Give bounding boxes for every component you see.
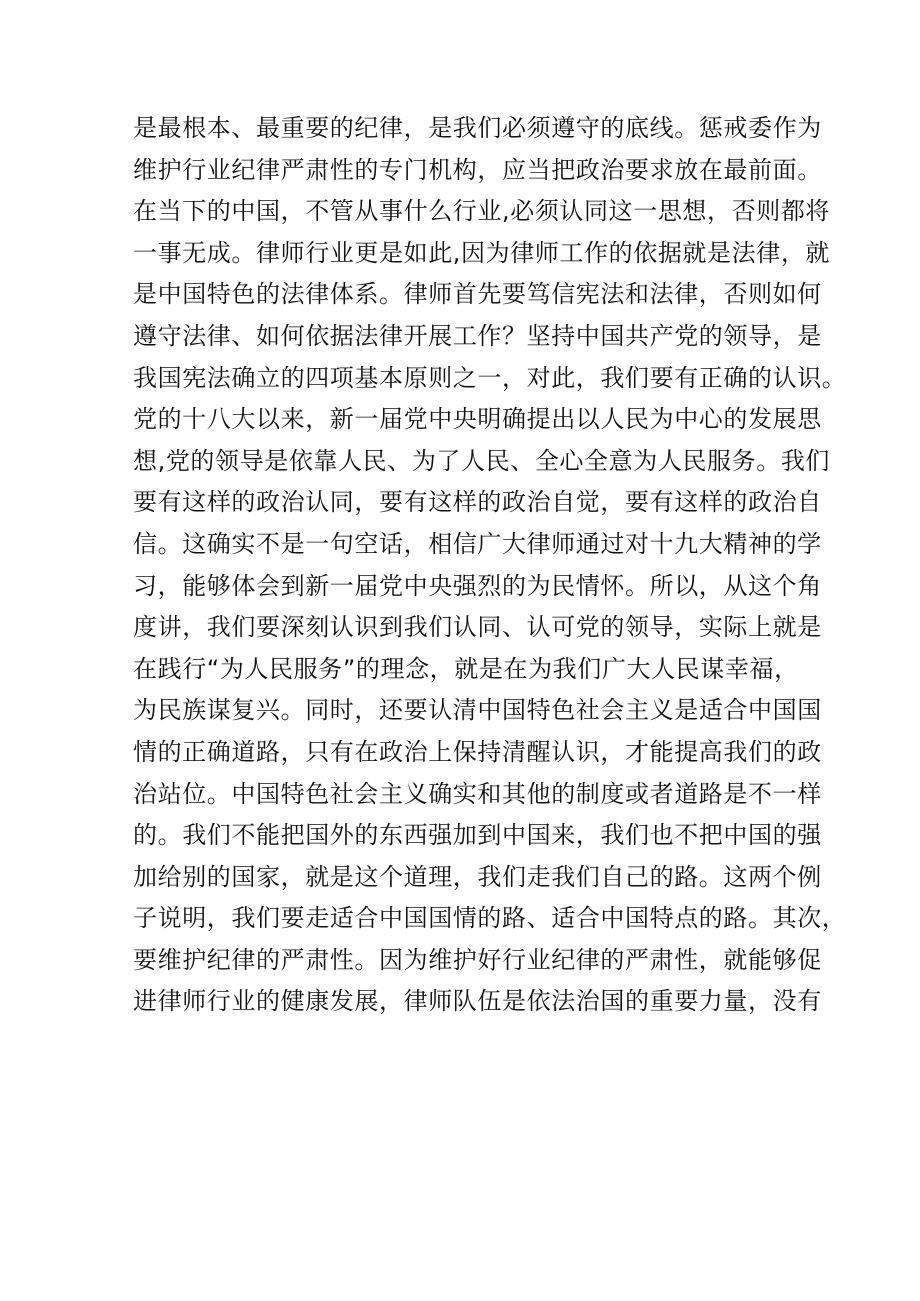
text-line: 进律师行业的健康发展，律师队伍是依法治国的重要力量，没有 [133, 987, 822, 1016]
text-line: 度讲，我们要深刻认识到我们认同、认可党的领导，实际上就是 [133, 613, 822, 642]
text-line: 是最根本、最重要的纪律，是我们必须遵守的底线。惩戒委作为 [133, 114, 822, 142]
text-line: 要维护纪律的严肃性。因为维护好行业纪律的严肃性，就能够促 [133, 945, 822, 974]
text-line: 遵守法律、如何依据法律开展工作？坚持中国共产党的领导，是 [133, 321, 822, 350]
text-line: 维护行业纪律严肃性的专门机构，应当把政治要求放在最前面。 [133, 155, 822, 184]
text-line: 要有这样的政治认同，要有这样的政治自觉，要有这样的政治自 [133, 488, 822, 517]
text-line: 我国宪法确立的四项基本原则之一，对此，我们要有正确的认识。 [133, 363, 847, 392]
text-line: 的。我们不能把国外的东西强加到中国来，我们也不把中国的强 [133, 821, 822, 850]
text-line: 情的正确道路，只有在政治上保持清醒认识，才能提高我们的政 [133, 737, 822, 766]
text-line: 治站位。中国特色社会主义确实和其他的制度或者道路是不一样 [133, 779, 822, 808]
text-line: 加给别的国家，就是这个道理，我们走我们自己的路。这两个例 [133, 862, 822, 891]
text-line: 在当下的中国，不管从事什么行业,必须认同这一思想，否则都将 [133, 197, 831, 226]
text-line: 为民族谋复兴。同时，还要认清中国特色社会主义是适合中国国 [133, 696, 822, 725]
text-line: 是中国特色的法律体系。律师首先要笃信宪法和法律，否则如何 [133, 280, 822, 309]
text-line: 子说明，我们要走适合中国国情的路、适合中国特点的路。其次， [133, 904, 847, 933]
text-line: 想,党的领导是依靠人民、为了人民、全心全意为人民服务。我们 [133, 446, 831, 475]
text-line: 信。这确实不是一句空话，相信广大律师通过对十九大精神的学 [133, 529, 822, 558]
text-line: 习，能够体会到新一届党中央强烈的为民情怀。所以，从这个角 [133, 571, 822, 600]
text-line: 党的十八大以来，新一届党中央明确提出以人民为中心的发展思 [133, 405, 822, 434]
text-line: 一事无成。律师行业更是如此,因为律师工作的依据就是法律，就 [133, 238, 831, 267]
text-line: 在践行“为人民服务”的理念，就是在为我们广大人民谋幸福， [133, 654, 799, 683]
body-text [133, 108, 847, 1023]
